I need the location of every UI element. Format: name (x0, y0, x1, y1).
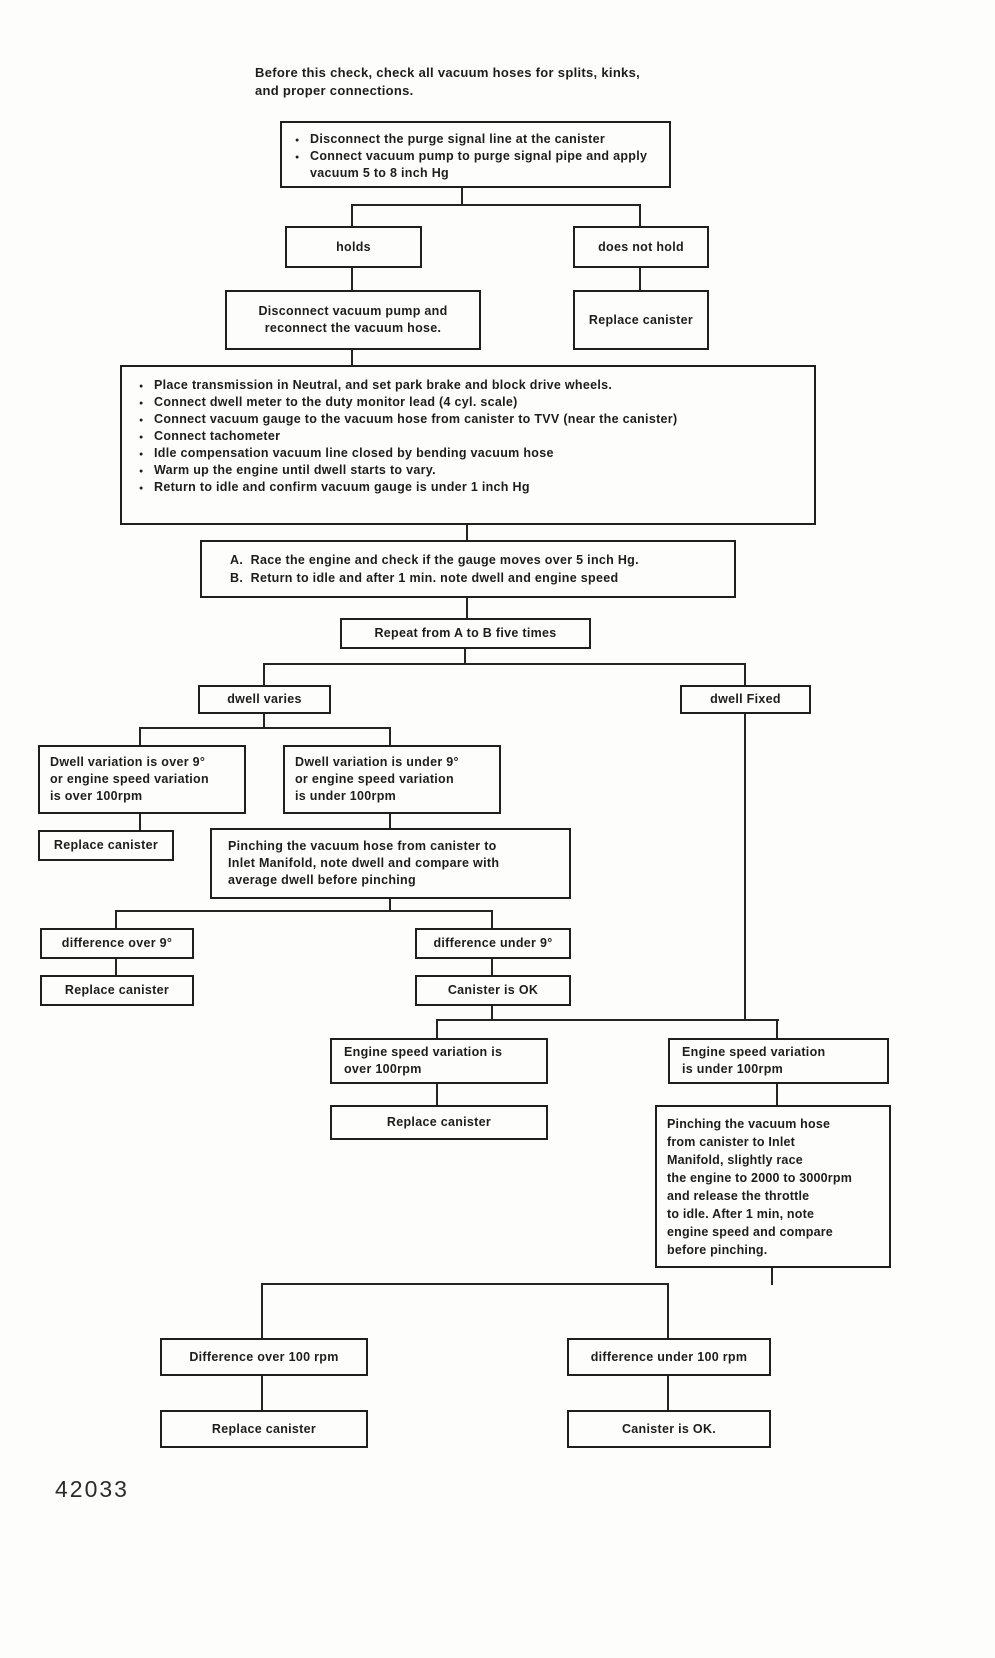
bullet-icon (136, 479, 154, 496)
node-text: B. Return to idle and after 1 min. note dwell and engine speed (230, 571, 619, 585)
node-text: Manifold, slightly race (667, 1153, 803, 1167)
node-text: the engine to 2000 to 3000rpm (667, 1171, 853, 1185)
node-text: Replace canister (53, 838, 159, 852)
node-text: Place transmission in Neutral, and set park brake and block drive wheels. (154, 378, 613, 392)
node-text: Connect dwell meter to the duty monitor lead (4 cyl. scale) (154, 395, 518, 409)
node-dwell-varies (198, 685, 331, 714)
node-replace-canister-speed (330, 1105, 548, 1140)
node-text: Replace canister (64, 983, 170, 997)
node-variation-under9 (283, 745, 501, 814)
node-text: Pinching the vacuum hose from canister to (228, 839, 497, 853)
node-canister-ok-diff9 (415, 975, 571, 1006)
node-text: Replace canister (211, 1421, 317, 1436)
node-text: and release the throttle (667, 1189, 810, 1203)
connector (351, 204, 641, 206)
node-repeat (340, 618, 591, 649)
connector (139, 727, 391, 729)
node-text: Engine speed variation (682, 1045, 826, 1059)
bullet-icon (136, 394, 154, 411)
connector (261, 1374, 263, 1411)
node-diff-over9 (40, 928, 194, 959)
connector (639, 267, 641, 291)
node-text: is over 100rpm (50, 789, 143, 803)
node-text: Dwell variation is under 9° (295, 755, 459, 769)
node-setup-checklist (120, 365, 816, 525)
node-text: does not hold (598, 239, 684, 254)
connector (667, 1283, 669, 1339)
bullet-item (292, 131, 659, 148)
node-speed-under100 (668, 1038, 889, 1084)
intro-note (255, 64, 640, 100)
node-text: over 100rpm (344, 1062, 422, 1076)
intro-line: Before this check, check all vacuum hoses for splits, kinks, (255, 65, 641, 80)
node-text: difference over 9° (61, 936, 173, 950)
node-text: Dwell variation is over 9° (50, 755, 206, 769)
connector (776, 1019, 778, 1039)
node-holds (285, 226, 422, 268)
node-text: Idle compensation vacuum line closed by bending vacuum hose (154, 446, 554, 460)
connector (351, 204, 353, 227)
connector (466, 597, 468, 619)
node-diff-under9 (415, 928, 571, 959)
connector (389, 727, 391, 746)
connector (389, 813, 391, 829)
node-text: to idle. After 1 min, note (667, 1207, 815, 1221)
node-text: Inlet Manifold, note dwell and compare with (228, 856, 500, 870)
node-text: Disconnect vacuum pump and (258, 304, 448, 318)
node-text: average dwell before pinching (228, 873, 416, 887)
node-text: holds (336, 239, 371, 254)
connector (776, 1082, 778, 1106)
connector (115, 957, 117, 976)
bullet-item (136, 428, 800, 445)
node-speed-over100 (330, 1038, 548, 1084)
connector (491, 910, 493, 929)
node-disconnect-pump (225, 290, 481, 350)
node-text: Warm up the engine until dwell starts to vary. (154, 463, 436, 477)
connector (639, 204, 641, 227)
bullet-icon (136, 445, 154, 462)
connector (744, 713, 746, 1021)
connector (115, 910, 117, 929)
connector (491, 957, 493, 976)
connector (771, 1266, 773, 1285)
connector (466, 524, 468, 541)
node-text: Canister is OK. (621, 1421, 717, 1436)
node-replace-canister-top (573, 290, 709, 350)
connector (263, 663, 265, 686)
bullet-icon (136, 377, 154, 394)
node-replace-canister-bottom (160, 1410, 368, 1448)
bullet-item (136, 377, 800, 394)
node-text: Replace canister (386, 1115, 492, 1129)
connector (436, 1019, 779, 1021)
node-text: Engine speed variation is (344, 1045, 503, 1059)
intro-line: and proper connections. (255, 83, 414, 98)
bullet-icon (292, 131, 310, 148)
node-text: from canister to Inlet (667, 1135, 796, 1149)
node-text: difference under 9° (433, 936, 553, 950)
node-canister-ok-bottom (567, 1410, 771, 1448)
bullet-item (136, 462, 800, 479)
connector (351, 349, 353, 366)
bullet-icon (292, 148, 310, 165)
node-text: Replace canister (588, 312, 694, 327)
node-text: difference under 100 rpm (590, 1349, 748, 1364)
connector (436, 1019, 438, 1039)
node-dwell-fixed (680, 685, 811, 714)
connector (351, 267, 353, 291)
node-text: engine speed and compare (667, 1225, 833, 1239)
bullet-item (136, 394, 800, 411)
node-text: dwell Fixed (710, 692, 781, 706)
node-race-steps (200, 540, 736, 598)
connector (261, 1283, 263, 1339)
figure-number: 42033 (55, 1476, 129, 1502)
node-text: Connect vacuum gauge to the vacuum hose from canister to TVV (near the canister) (154, 412, 678, 426)
node-text: A. Race the engine and check if the gauge moves over 5 inch Hg. (230, 553, 639, 567)
node-diff-under100 (567, 1338, 771, 1376)
connector (139, 813, 141, 831)
node-text: Pinching the vacuum hose (667, 1117, 831, 1131)
node-text: Return to idle and confirm vacuum gauge is under 1 inch Hg (154, 480, 530, 494)
node-replace-canister-diff9 (40, 975, 194, 1006)
connector (263, 663, 746, 665)
node-text: Difference over 100 rpm (189, 1349, 339, 1364)
connector (139, 727, 141, 746)
node-text: Connect tachometer (154, 429, 281, 443)
connector (461, 187, 463, 205)
node-text: Connect vacuum pump to purge signal pipe and apply vacuum 5 to 8 inch Hg (310, 149, 652, 180)
connector (667, 1374, 669, 1411)
connector (436, 1082, 438, 1106)
node-text: or engine speed variation (50, 772, 209, 786)
node-text: is under 100rpm (295, 789, 397, 803)
bullet-item (136, 411, 800, 428)
node-text: dwell varies (227, 692, 302, 706)
node-variation-over9 (38, 745, 246, 814)
node-text: reconnect the vacuum hose. (264, 321, 442, 335)
bullet-item (136, 479, 800, 496)
node-text: Repeat from A to B five times (374, 626, 557, 640)
node-text: Canister is OK (447, 983, 539, 997)
node-replace-canister-over9 (38, 830, 174, 861)
node-text: or engine speed variation (295, 772, 454, 786)
node-text: Disconnect the purge signal line at the canister (310, 132, 606, 146)
node-pinch-speed-test (655, 1105, 891, 1268)
connector (261, 1283, 669, 1285)
node-diff-over100 (160, 1338, 368, 1376)
node-purge-check (280, 121, 671, 188)
bullet-icon (136, 462, 154, 479)
bullet-icon (136, 411, 154, 428)
node-text: is under 100rpm (682, 1062, 784, 1076)
bullet-icon (136, 428, 154, 445)
bullet-item (292, 148, 659, 182)
node-pinch-dwell-test (210, 828, 571, 899)
connector (115, 910, 493, 912)
bullet-item (136, 445, 800, 462)
connector (744, 663, 746, 686)
node-does-not-hold (573, 226, 709, 268)
node-text: before pinching. (667, 1243, 768, 1257)
